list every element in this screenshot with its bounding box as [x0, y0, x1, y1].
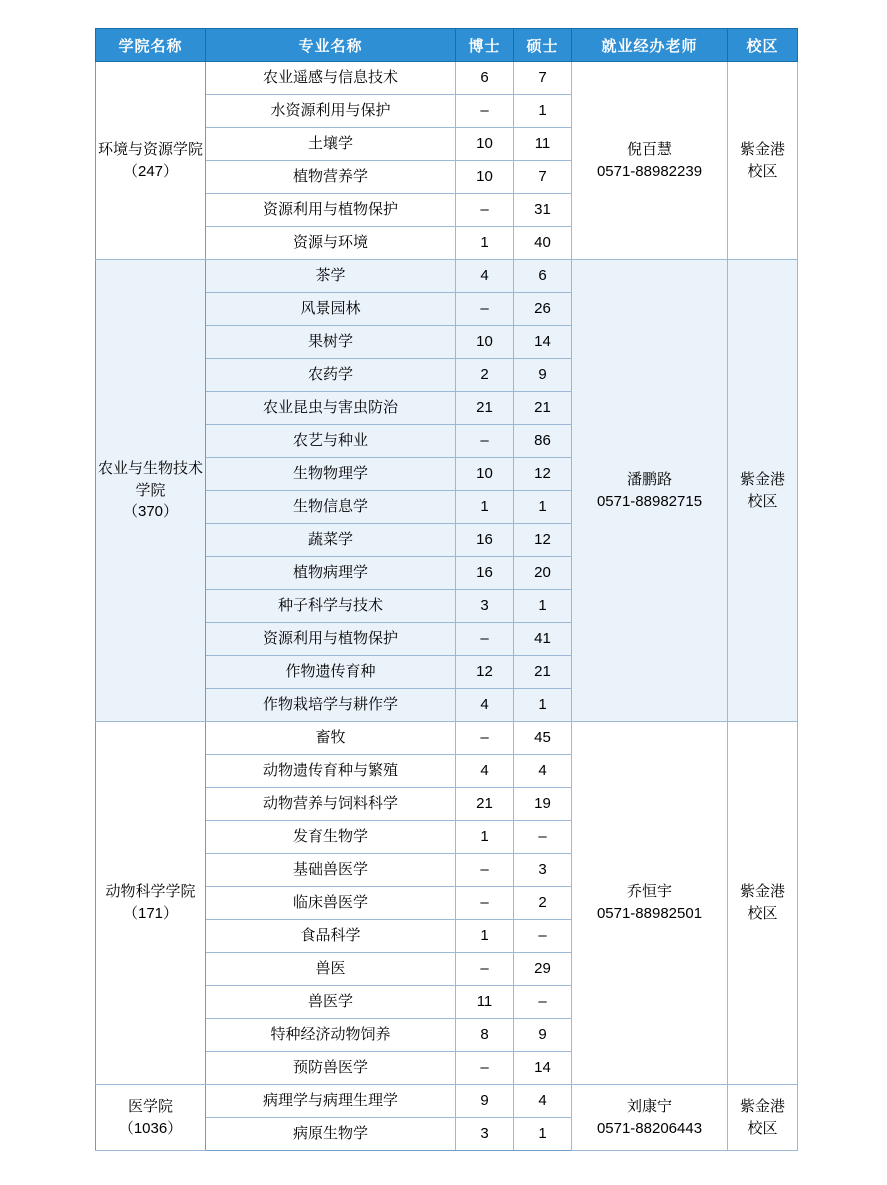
master-count-cell: 14 — [514, 1052, 572, 1085]
table-row — [96, 260, 798, 293]
master-count-cell: 7 — [514, 161, 572, 194]
column-header-phd: 博士 — [456, 29, 514, 62]
college-cell — [96, 722, 206, 1085]
campus-line-2: 校区 — [747, 162, 778, 180]
table-row — [96, 1085, 798, 1118]
master-count-cell: 40 — [514, 227, 572, 260]
phd-count-cell: 10 — [456, 161, 514, 194]
teacher-phone: 0571-88982501 — [596, 905, 703, 922]
master-count-cell: 2 — [514, 887, 572, 920]
major-name-cell: 病理学与病理生理学 — [206, 1085, 456, 1118]
major-name-cell: 兽医学 — [206, 986, 456, 1019]
master-count-cell: – — [514, 986, 572, 1019]
major-name-cell: 土壤学 — [206, 128, 456, 161]
master-count-cell: 7 — [514, 62, 572, 95]
campus-line-2: 校区 — [747, 1119, 778, 1137]
phd-count-cell: – — [456, 953, 514, 986]
master-count-cell: 14 — [514, 326, 572, 359]
major-name-cell: 蔬菜学 — [206, 524, 456, 557]
campus-line-1: 紫金港 — [739, 883, 785, 901]
major-name-cell: 茶学 — [206, 260, 456, 293]
phd-count-cell: 1 — [456, 920, 514, 953]
college-count: （370） — [122, 503, 179, 521]
major-name-cell: 基础兽医学 — [206, 854, 456, 887]
major-name-cell: 兽医 — [206, 953, 456, 986]
master-count-cell: 4 — [514, 755, 572, 788]
teacher-phone: 0571-88982715 — [596, 492, 703, 510]
major-name-cell: 特种经济动物饲养 — [206, 1019, 456, 1052]
major-name-cell: 作物遗传育种 — [206, 656, 456, 689]
college-cell — [96, 260, 206, 722]
master-count-cell: 26 — [514, 293, 572, 326]
teacher-cell — [572, 260, 728, 722]
phd-count-cell: 1 — [456, 491, 514, 524]
major-name-cell: 生物物理学 — [206, 458, 456, 491]
master-count-cell: 86 — [514, 425, 572, 458]
major-name-cell: 生物信息学 — [206, 491, 456, 524]
phd-count-cell: 21 — [456, 392, 514, 425]
teacher-name: 乔恒宇 — [626, 883, 672, 901]
table-header — [96, 29, 798, 62]
teacher-cell — [572, 722, 728, 1085]
master-count-cell: 21 — [514, 392, 572, 425]
master-count-cell: 29 — [514, 953, 572, 986]
major-name-cell: 动物营养与饲料科学 — [206, 788, 456, 821]
campus-cell — [728, 1085, 798, 1151]
column-header-teacher: 就业经办老师 — [572, 29, 728, 62]
campus-cell — [728, 62, 798, 260]
major-name-cell: 水资源利用与保护 — [206, 95, 456, 128]
college-count: （171） — [122, 905, 179, 922]
teacher-name: 潘鹏路 — [626, 470, 672, 488]
teacher-name: 倪百慧 — [626, 140, 672, 158]
master-count-cell: 4 — [514, 1085, 572, 1118]
major-name-cell: 病原生物学 — [206, 1118, 456, 1151]
phd-count-cell: – — [456, 194, 514, 227]
phd-count-cell: 1 — [456, 227, 514, 260]
master-count-cell: 20 — [514, 557, 572, 590]
master-count-cell: 31 — [514, 194, 572, 227]
campus-line-1: 紫金港 — [739, 140, 785, 158]
major-name-cell: 临床兽医学 — [206, 887, 456, 920]
phd-count-cell: – — [456, 95, 514, 128]
campus-cell — [728, 722, 798, 1085]
phd-count-cell: 10 — [456, 128, 514, 161]
phd-count-cell: – — [456, 623, 514, 656]
major-name-cell: 资源利用与植物保护 — [206, 623, 456, 656]
teacher-cell — [572, 62, 728, 260]
column-header-master: 硕士 — [514, 29, 572, 62]
college-name: 医学院 — [127, 1097, 173, 1115]
college-name: 动物科学学院 — [105, 883, 196, 901]
major-name-cell: 畜牧 — [206, 722, 456, 755]
table-body — [96, 62, 798, 1151]
campus-line-2: 校区 — [747, 905, 778, 922]
master-count-cell: 1 — [514, 689, 572, 722]
major-name-cell: 风景园林 — [206, 293, 456, 326]
campus-line-1: 紫金港 — [739, 1097, 785, 1115]
major-name-cell: 农业昆虫与害虫防治 — [206, 392, 456, 425]
majors-table — [95, 28, 798, 1151]
master-count-cell: 45 — [514, 722, 572, 755]
teacher-cell — [572, 1085, 728, 1151]
teacher-phone: 0571-88982239 — [596, 162, 703, 180]
table-row — [96, 722, 798, 755]
campus-line-2: 校区 — [747, 492, 778, 510]
phd-count-cell: 10 — [456, 458, 514, 491]
phd-count-cell: 3 — [456, 1118, 514, 1151]
phd-count-cell: 11 — [456, 986, 514, 1019]
phd-count-cell: 2 — [456, 359, 514, 392]
college-name: 农业与生物技术学院 — [98, 459, 204, 499]
phd-count-cell: – — [456, 1052, 514, 1085]
major-name-cell: 作物栽培学与耕作学 — [206, 689, 456, 722]
phd-count-cell: 16 — [456, 524, 514, 557]
phd-count-cell: 4 — [456, 689, 514, 722]
major-name-cell: 农业遥感与信息技术 — [206, 62, 456, 95]
phd-count-cell: 1 — [456, 821, 514, 854]
master-count-cell: – — [514, 821, 572, 854]
master-count-cell: 9 — [514, 1019, 572, 1052]
phd-count-cell: – — [456, 425, 514, 458]
master-count-cell: 19 — [514, 788, 572, 821]
phd-count-cell: 8 — [456, 1019, 514, 1052]
phd-count-cell: – — [456, 854, 514, 887]
master-count-cell: – — [514, 920, 572, 953]
phd-count-cell: 12 — [456, 656, 514, 689]
major-name-cell: 食品科学 — [206, 920, 456, 953]
major-name-cell: 植物病理学 — [206, 557, 456, 590]
teacher-phone: 0571-88206443 — [596, 1119, 703, 1137]
table-row — [96, 62, 798, 95]
major-name-cell: 资源利用与植物保护 — [206, 194, 456, 227]
college-count: （1036） — [118, 1119, 183, 1137]
master-count-cell: 1 — [514, 1118, 572, 1151]
phd-count-cell: 10 — [456, 326, 514, 359]
phd-count-cell: – — [456, 887, 514, 920]
master-count-cell: 6 — [514, 260, 572, 293]
master-count-cell: 12 — [514, 524, 572, 557]
college-count: （247） — [122, 162, 179, 180]
college-cell — [96, 62, 206, 260]
major-name-cell: 农艺与种业 — [206, 425, 456, 458]
master-count-cell: 3 — [514, 854, 572, 887]
major-name-cell: 果树学 — [206, 326, 456, 359]
phd-count-cell: 21 — [456, 788, 514, 821]
phd-count-cell: 4 — [456, 755, 514, 788]
master-count-cell: 1 — [514, 491, 572, 524]
phd-count-cell: 3 — [456, 590, 514, 623]
major-name-cell: 资源与环境 — [206, 227, 456, 260]
campus-line-1: 紫金港 — [739, 470, 785, 488]
phd-count-cell: 9 — [456, 1085, 514, 1118]
phd-count-cell: 16 — [456, 557, 514, 590]
campus-cell — [728, 260, 798, 722]
phd-count-cell: – — [456, 293, 514, 326]
major-name-cell: 动物遗传育种与繁殖 — [206, 755, 456, 788]
master-count-cell: 11 — [514, 128, 572, 161]
master-count-cell: 1 — [514, 590, 572, 623]
major-name-cell: 种子科学与技术 — [206, 590, 456, 623]
major-name-cell: 农药学 — [206, 359, 456, 392]
table-header-row — [96, 29, 798, 62]
major-name-cell: 植物营养学 — [206, 161, 456, 194]
column-header-campus: 校区 — [728, 29, 798, 62]
master-count-cell: 1 — [514, 95, 572, 128]
master-count-cell: 21 — [514, 656, 572, 689]
column-header-major: 专业名称 — [206, 29, 456, 62]
master-count-cell: 9 — [514, 359, 572, 392]
phd-count-cell: 6 — [456, 62, 514, 95]
major-name-cell: 预防兽医学 — [206, 1052, 456, 1085]
major-name-cell: 发育生物学 — [206, 821, 456, 854]
college-cell — [96, 1085, 206, 1151]
college-name: 环境与资源学院 — [98, 140, 204, 158]
phd-count-cell: – — [456, 722, 514, 755]
master-count-cell: 41 — [514, 623, 572, 656]
phd-count-cell: 4 — [456, 260, 514, 293]
column-header-college: 学院名称 — [96, 29, 206, 62]
teacher-name: 刘康宁 — [626, 1097, 672, 1115]
master-count-cell: 12 — [514, 458, 572, 491]
